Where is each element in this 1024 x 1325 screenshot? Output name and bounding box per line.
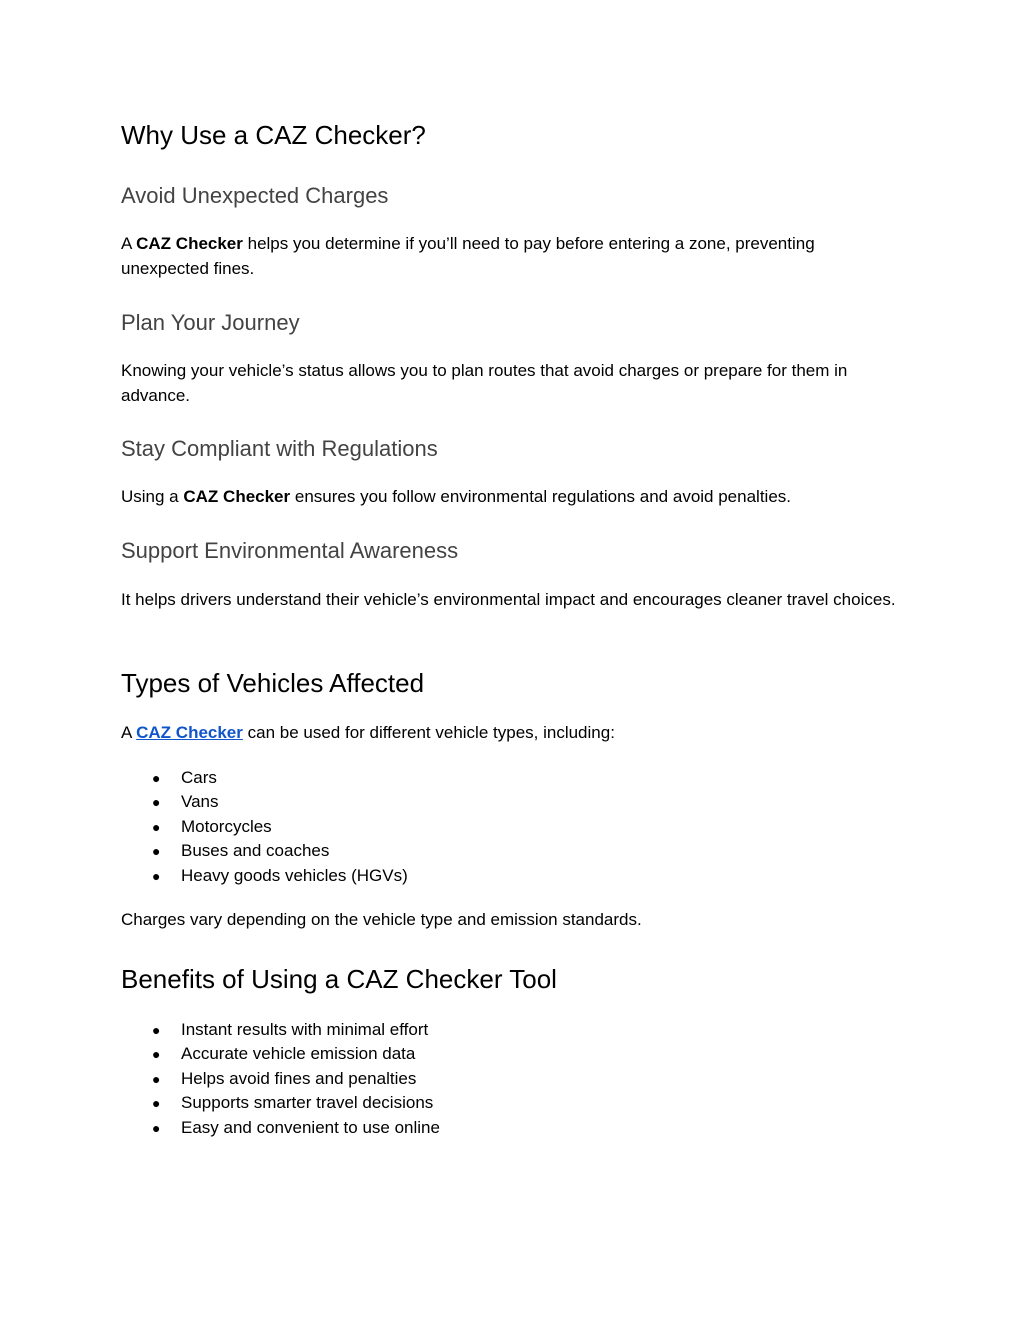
- list-item-label: Buses and coaches: [181, 841, 330, 861]
- list-item: [121, 1042, 440, 1066]
- bullet-icon: ●: [152, 770, 161, 786]
- paragraph-environmental-awareness: It helps drivers understand their vehicle’s environmental impact and encourages cleaner travel choices.: [121, 590, 896, 609]
- list-item: [121, 839, 408, 863]
- list-item-label: Accurate vehicle emission data: [181, 1044, 416, 1064]
- bullet-icon: ●: [152, 1046, 161, 1063]
- bullet-icon: ●: [152, 1022, 161, 1038]
- paragraph-charges-vary: Charges vary depending on the vehicle type and emission standards.: [121, 910, 642, 929]
- heading-benefits: Benefits of Using a CAZ Checker Tool: [121, 964, 557, 994]
- heading-vehicle-types: Types of Vehicles Affected: [121, 668, 425, 698]
- bullet-icon: ●: [152, 1095, 161, 1112]
- list-item: [121, 815, 408, 839]
- bullet-icon: ●: [152, 794, 161, 811]
- list-item-label: Supports smarter travel decisions: [181, 1093, 434, 1113]
- list-item-label: Instant results with minimal effort: [181, 1020, 429, 1039]
- subheading-environmental-awareness: Support Environmental Awareness: [121, 538, 459, 563]
- bullet-icon: ●: [152, 867, 161, 884]
- bold-caz-checker: CAZ Checker: [183, 487, 291, 506]
- paragraph-stay-compliant: [121, 485, 896, 510]
- caz-checker-link[interactable]: CAZ Checker: [136, 723, 243, 742]
- bullet-icon: ●: [152, 843, 161, 860]
- list-item: [121, 766, 408, 790]
- bullet-icon: ●: [152, 1119, 161, 1136]
- paragraph-plan-journey: Knowing your vehicle’s status allows you to plan routes that avoid charges or prepare for them in advance.: [121, 361, 848, 405]
- text-post: helps you determine if you’ll need to pay before entering a zone, preventing unexpected fines.: [121, 234, 815, 278]
- list-item-label: Cars: [181, 768, 217, 787]
- list-item: [121, 1067, 440, 1091]
- text-pre: A: [121, 234, 137, 253]
- list-item: [121, 790, 408, 814]
- list-item-label: Helps avoid fines and penalties: [181, 1068, 417, 1088]
- list-item-label: Heavy goods vehicles (HGVs): [181, 865, 408, 885]
- list-item: [121, 1091, 440, 1115]
- text-post: can be used for different vehicle types, including:: [242, 723, 615, 742]
- list-item-label: Motorcycles: [181, 816, 272, 836]
- list-item: [121, 1116, 440, 1140]
- list-item-label: Vans: [181, 792, 219, 812]
- list-item-label: Easy and convenient to use online: [181, 1117, 440, 1137]
- text-pre: Using a: [121, 487, 184, 506]
- text-pre: A: [121, 723, 137, 742]
- bullet-icon: ●: [152, 818, 161, 835]
- vehicle-types-list: [121, 766, 408, 888]
- list-item: [121, 864, 408, 888]
- bold-caz-checker: CAZ Checker: [136, 234, 243, 253]
- subheading-stay-compliant: Stay Compliant with Regulations: [121, 436, 438, 461]
- paragraph-vehicle-intro: [121, 721, 896, 746]
- benefits-list: [121, 1018, 440, 1140]
- list-item: [121, 1018, 440, 1042]
- subheading-avoid-charges: Avoid Unexpected Charges: [121, 183, 389, 208]
- text-post: ensures you follow environmental regulations and avoid penalties.: [290, 487, 792, 506]
- heading-why-use: Why Use a CAZ Checker?: [121, 120, 426, 150]
- bullet-icon: ●: [152, 1070, 161, 1087]
- subheading-plan-journey: Plan Your Journey: [121, 310, 300, 335]
- paragraph-avoid-charges: [121, 232, 896, 281]
